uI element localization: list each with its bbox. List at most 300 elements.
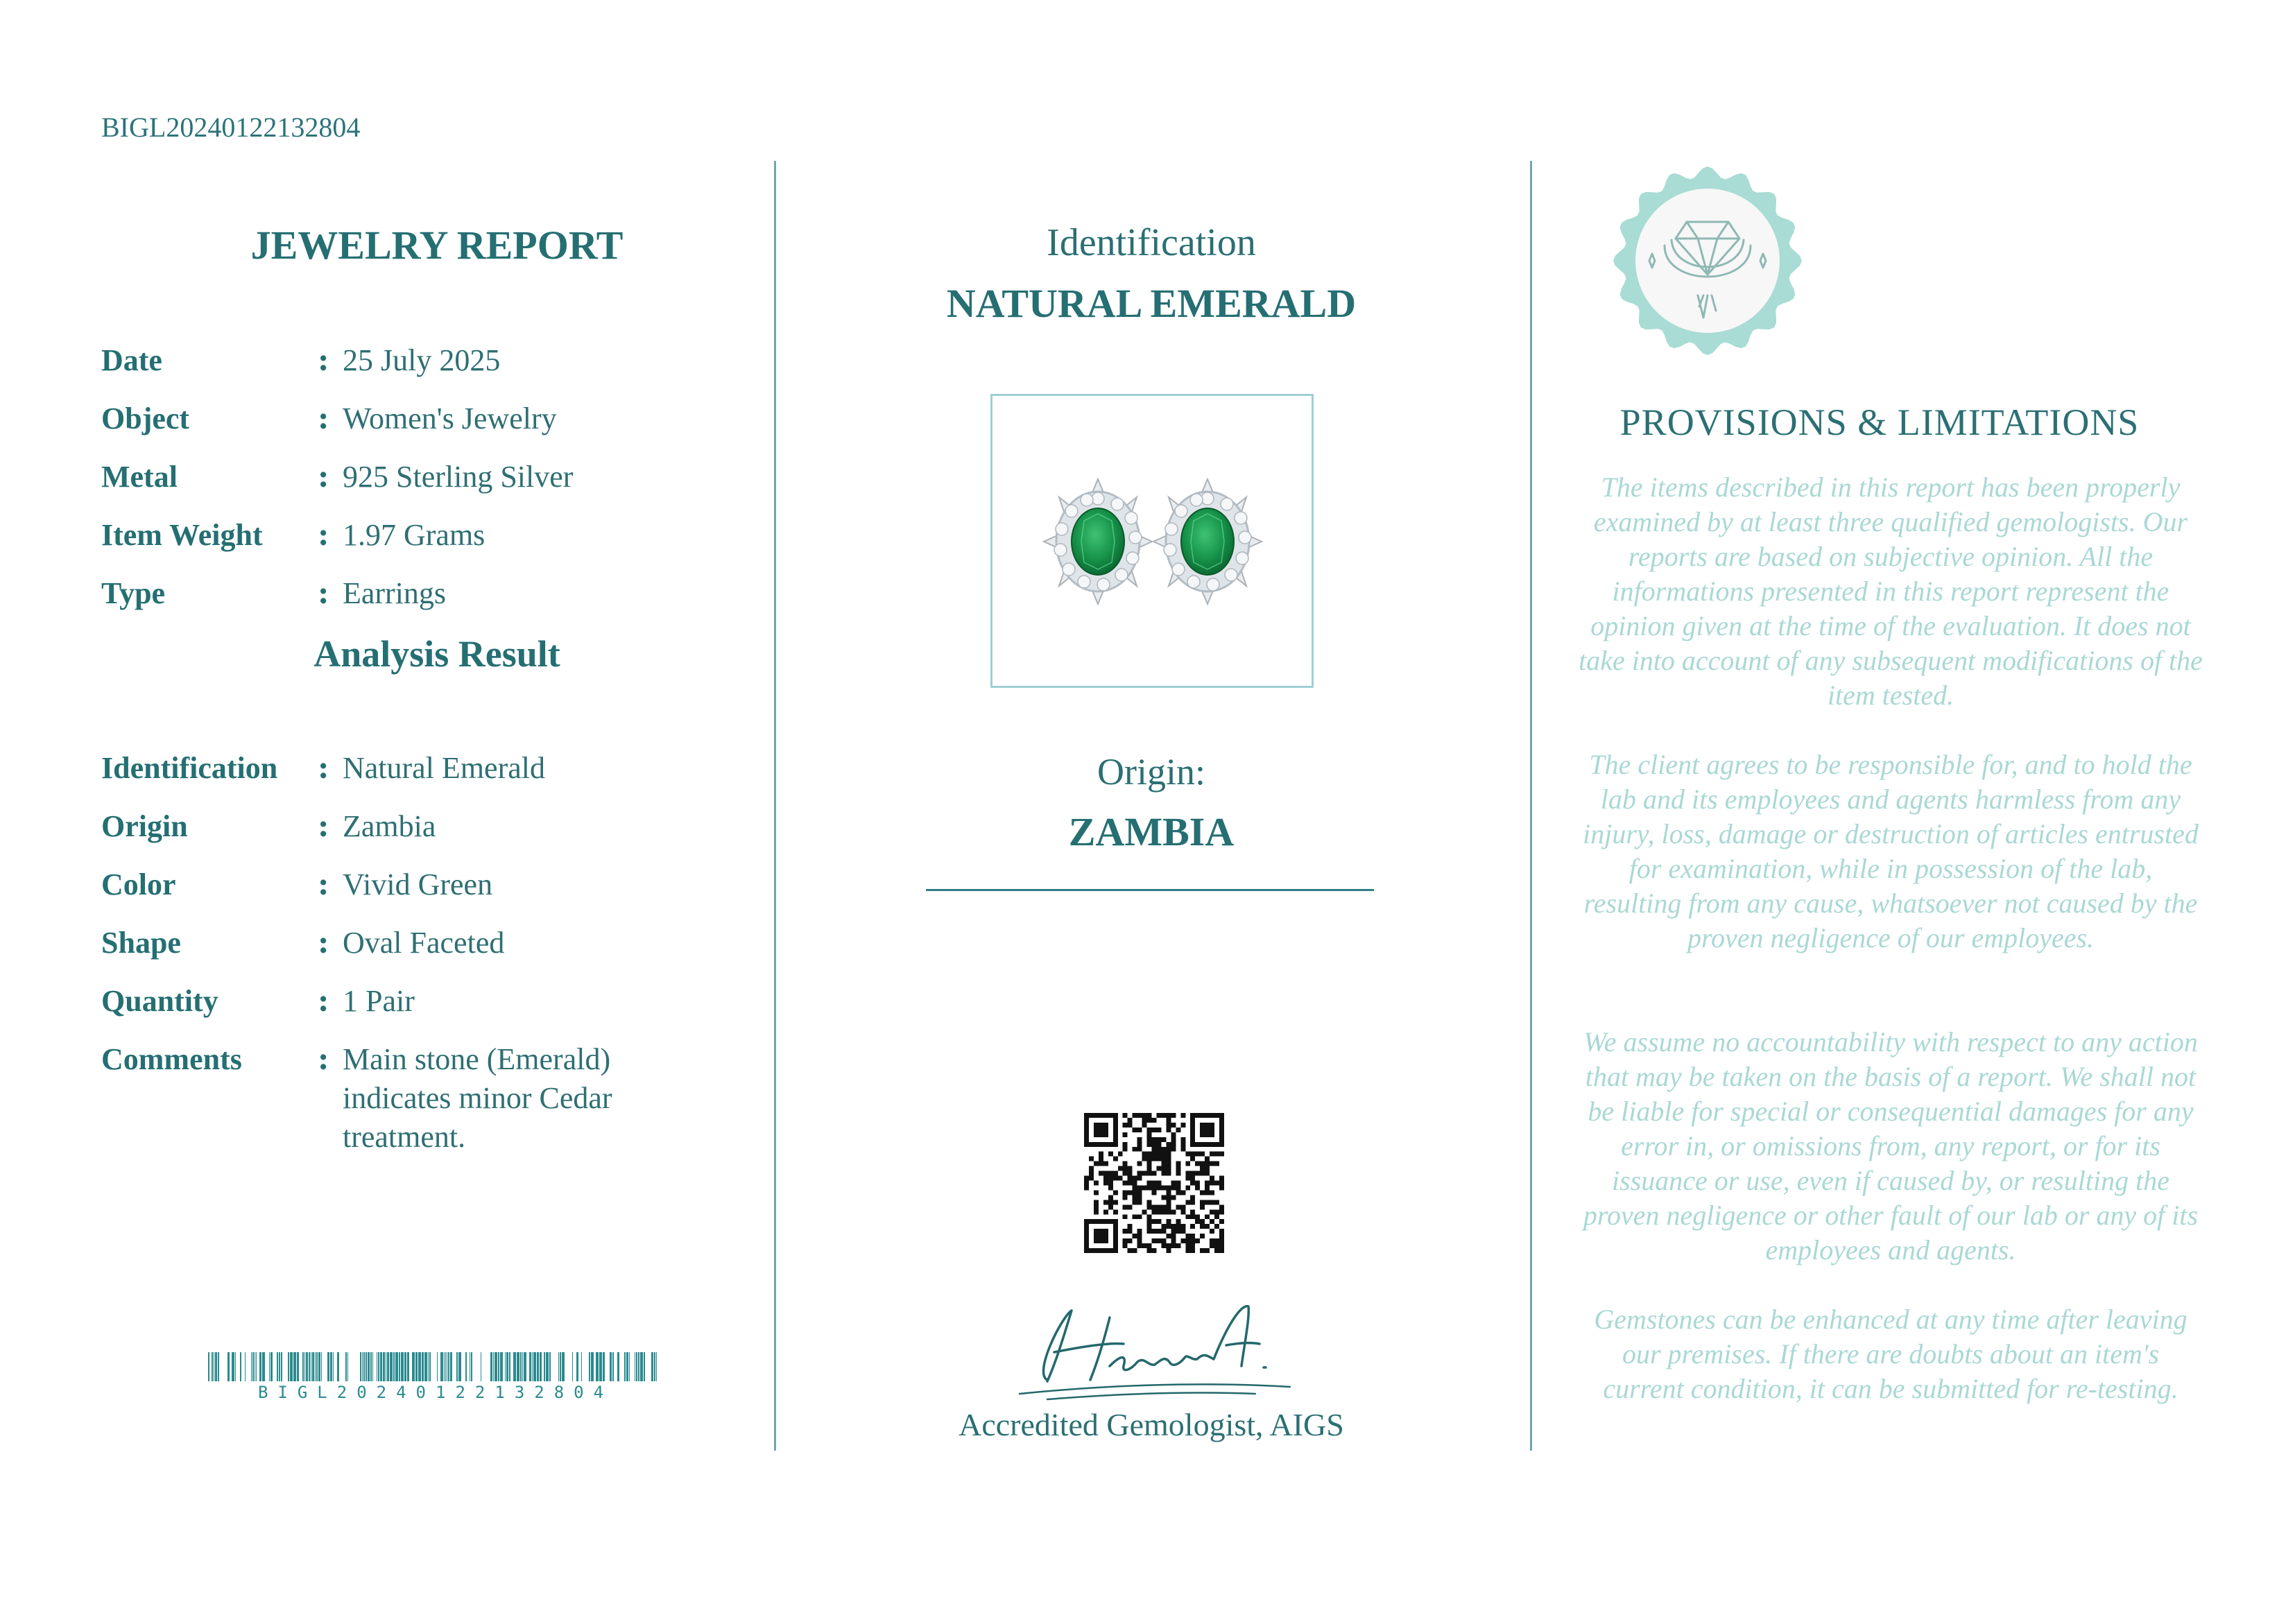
qr-module xyxy=(1219,1128,1224,1132)
qr-module xyxy=(1185,1214,1190,1219)
qr-module xyxy=(1108,1204,1113,1209)
barcode-bar xyxy=(532,1352,533,1381)
qr-module xyxy=(1123,1204,1128,1209)
barcode-bar xyxy=(437,1352,438,1381)
barcode-bar xyxy=(306,1352,308,1381)
signature xyxy=(1006,1290,1297,1401)
analysis-colon: : xyxy=(318,983,329,1019)
detail-label: Type xyxy=(101,576,166,610)
qr-module xyxy=(1089,1176,1094,1181)
qr-module xyxy=(1137,1113,1142,1118)
qr-module xyxy=(1214,1200,1219,1204)
qr-module xyxy=(1152,1190,1157,1195)
qr-module xyxy=(1133,1248,1137,1253)
qr-module xyxy=(1171,1137,1176,1142)
qr-module xyxy=(1099,1123,1103,1128)
report-number: BIGL20240122132804 xyxy=(101,112,361,143)
qr-module xyxy=(1089,1166,1094,1171)
qr-module xyxy=(1195,1113,1200,1118)
qr-module xyxy=(1190,1113,1195,1118)
qr-module xyxy=(1133,1200,1137,1204)
qr-module xyxy=(1113,1128,1118,1132)
barcode-bar xyxy=(293,1352,296,1381)
barcode-bar xyxy=(393,1352,395,1381)
qr-module xyxy=(1185,1200,1190,1204)
barcode-bar xyxy=(312,1352,314,1381)
barcode-bar xyxy=(390,1352,393,1381)
qr-module xyxy=(1185,1243,1190,1248)
analysis-colon: : xyxy=(318,750,329,786)
qr-module xyxy=(1190,1132,1195,1137)
analysis-label: Origin xyxy=(101,809,188,843)
qr-module xyxy=(1084,1181,1089,1186)
qr-module xyxy=(1190,1209,1195,1214)
qr-module xyxy=(1166,1219,1171,1224)
qr-module xyxy=(1137,1234,1142,1238)
qr-module xyxy=(1113,1229,1118,1234)
detail-value: 25 July 2025 xyxy=(343,343,501,377)
qr-module xyxy=(1171,1243,1176,1248)
qr-module xyxy=(1133,1190,1137,1195)
qr-module xyxy=(1214,1152,1219,1157)
qr-module xyxy=(1123,1171,1128,1176)
qr-module xyxy=(1176,1185,1180,1190)
qr-module xyxy=(1152,1248,1157,1253)
qr-module xyxy=(1147,1181,1152,1186)
qr-module xyxy=(1103,1219,1108,1224)
barcode-bar xyxy=(424,1352,427,1381)
qr-module xyxy=(1180,1229,1185,1234)
qr-module xyxy=(1128,1176,1133,1181)
qr-module xyxy=(1161,1224,1166,1229)
barcode-bar xyxy=(212,1352,213,1381)
qr-module xyxy=(1166,1152,1171,1157)
qr-module xyxy=(1108,1152,1113,1157)
identification-label: Identification xyxy=(1047,221,1256,264)
barcode-bar xyxy=(362,1352,363,1381)
qr-module xyxy=(1185,1171,1190,1176)
barcode-bar xyxy=(610,1352,612,1381)
barcode-bar xyxy=(366,1352,367,1381)
qr-module xyxy=(1180,1137,1185,1142)
qr-module xyxy=(1094,1161,1099,1166)
barcode-bar xyxy=(544,1352,545,1381)
qr-module xyxy=(1166,1209,1171,1214)
analysis-title: Analysis Result xyxy=(313,633,560,675)
qr-module xyxy=(1103,1238,1108,1243)
analysis-label: Shape xyxy=(101,926,181,960)
qr-module xyxy=(1205,1128,1210,1132)
qr-module xyxy=(1176,1229,1180,1234)
barcode-bar xyxy=(304,1352,305,1381)
qr-module xyxy=(1166,1118,1171,1123)
qr-module xyxy=(1161,1161,1166,1166)
qr-module xyxy=(1190,1243,1195,1248)
qr-module xyxy=(1094,1234,1099,1238)
analysis-label: Color xyxy=(101,867,176,901)
qr-module xyxy=(1147,1157,1152,1161)
qr-module xyxy=(1210,1238,1214,1243)
barcode-bar xyxy=(471,1352,472,1381)
qr-module xyxy=(1133,1176,1137,1181)
qr-module xyxy=(1133,1234,1137,1238)
qr-module xyxy=(1147,1224,1152,1229)
qr-module xyxy=(1118,1176,1123,1181)
qr-module xyxy=(1205,1214,1210,1219)
qr-module xyxy=(1214,1161,1219,1166)
qr-module xyxy=(1084,1137,1089,1142)
detail-value: Women's Jewelry xyxy=(343,401,557,435)
barcode-bar xyxy=(251,1352,252,1381)
qr-module xyxy=(1147,1113,1152,1118)
qr-module xyxy=(1185,1248,1190,1253)
barcode-bar xyxy=(370,1352,372,1381)
analysis-label: Identification xyxy=(101,751,278,785)
qr-module xyxy=(1219,1137,1224,1142)
barcode-bar xyxy=(401,1352,404,1381)
qr-module xyxy=(1176,1166,1180,1171)
qr-module xyxy=(1180,1113,1185,1118)
barcode-bar xyxy=(208,1352,209,1381)
qr-module xyxy=(1128,1181,1133,1186)
qr-module xyxy=(1099,1128,1103,1132)
qr-module xyxy=(1147,1200,1152,1204)
divider-rule xyxy=(926,889,1374,891)
qr-module xyxy=(1176,1224,1180,1229)
qr-module xyxy=(1099,1157,1103,1161)
qr-module xyxy=(1176,1171,1180,1176)
barcode-bar xyxy=(651,1352,653,1381)
qr-module xyxy=(1089,1219,1094,1224)
qr-module xyxy=(1166,1248,1171,1253)
qr-module xyxy=(1084,1128,1089,1132)
qr-module xyxy=(1195,1214,1200,1219)
qr-module xyxy=(1176,1161,1180,1166)
qr-module xyxy=(1128,1248,1133,1253)
qr-module xyxy=(1128,1123,1133,1128)
qr-module xyxy=(1123,1214,1128,1219)
qr-module xyxy=(1214,1181,1219,1186)
detail-value: 1.97 Grams xyxy=(343,518,485,552)
qr-module xyxy=(1103,1248,1108,1253)
detail-colon: : xyxy=(318,459,329,494)
analysis-label: Comments xyxy=(101,1042,242,1076)
barcode-bar xyxy=(596,1352,599,1381)
qr-module xyxy=(1113,1190,1118,1195)
qr-module xyxy=(1219,1118,1224,1123)
qr-module xyxy=(1176,1243,1180,1248)
qr-module xyxy=(1108,1113,1113,1118)
barcode-bar xyxy=(378,1352,379,1381)
qr-module xyxy=(1210,1161,1214,1166)
qr-module xyxy=(1128,1190,1133,1195)
barcode-bar xyxy=(327,1352,329,1381)
barcode-bar xyxy=(558,1352,559,1381)
qr-module xyxy=(1113,1132,1118,1137)
qr-module xyxy=(1133,1185,1137,1190)
qr-module xyxy=(1118,1152,1123,1157)
qr-module xyxy=(1205,1166,1210,1171)
barcode-bar xyxy=(560,1352,561,1381)
qr-module xyxy=(1094,1238,1099,1243)
qr-module xyxy=(1219,1219,1224,1224)
barcode-bar xyxy=(363,1352,365,1381)
qr-module xyxy=(1099,1171,1103,1176)
qr-module xyxy=(1190,1224,1195,1229)
qr-module xyxy=(1152,1238,1157,1243)
barcode-bar xyxy=(215,1352,217,1381)
barcode-bar xyxy=(517,1352,519,1381)
provisions-paragraph-2: The client agrees to be responsible for, and to hold the lab and its employees and agents harmless from any injury, loss, damage or destruction of articles entrusted for examination, while in possession of the lab, resulting from any cause, whatsoever not caused by the proven negligence of our employees. xyxy=(1583,749,2199,953)
qr-module xyxy=(1214,1113,1219,1118)
report-title: JEWELRY REPORT xyxy=(250,223,624,268)
barcode-bar xyxy=(315,1352,316,1381)
analysis-label: Quantity xyxy=(101,984,218,1018)
barcode-bar xyxy=(395,1352,398,1381)
qr-module xyxy=(1142,1171,1147,1176)
qr-module xyxy=(1219,1209,1224,1214)
qr-module xyxy=(1161,1229,1166,1234)
qr-module xyxy=(1128,1224,1133,1229)
qr-module xyxy=(1094,1204,1099,1209)
barcode-bar xyxy=(383,1352,385,1381)
qr-module xyxy=(1214,1248,1219,1253)
detail-value: 925 Sterling Silver xyxy=(343,460,574,494)
qr-module xyxy=(1210,1229,1214,1234)
earrings-image xyxy=(992,396,1312,686)
qr-module xyxy=(1200,1219,1205,1224)
qr-module xyxy=(1142,1123,1147,1128)
barcode-bar xyxy=(321,1352,322,1381)
qr-module xyxy=(1142,1243,1147,1248)
qr-module xyxy=(1171,1185,1176,1190)
qr-module xyxy=(1084,1219,1089,1224)
barcode-bar xyxy=(372,1352,373,1381)
qr-module xyxy=(1219,1152,1224,1157)
provisions-title: PROVISIONS & LIMITATIONS xyxy=(1619,401,2140,443)
qr-module xyxy=(1185,1176,1190,1181)
analysis-colon: : xyxy=(318,1042,329,1077)
qr-module xyxy=(1108,1185,1113,1190)
qr-module xyxy=(1166,1200,1171,1204)
qr-module xyxy=(1180,1224,1185,1229)
qr-module xyxy=(1161,1171,1166,1176)
qr-module xyxy=(1205,1200,1210,1204)
qr-module xyxy=(1210,1123,1214,1128)
qr-module xyxy=(1166,1161,1171,1166)
qr-code xyxy=(1084,1113,1224,1253)
qr-module xyxy=(1219,1204,1224,1209)
qr-module xyxy=(1152,1137,1157,1142)
qr-module xyxy=(1108,1248,1113,1253)
barcode-bar xyxy=(404,1352,406,1381)
qr-module xyxy=(1147,1128,1152,1132)
qr-module xyxy=(1094,1200,1099,1204)
barcode-bar xyxy=(309,1352,310,1381)
qr-module xyxy=(1137,1214,1142,1219)
qr-module xyxy=(1176,1204,1180,1209)
barcode-bar xyxy=(500,1352,503,1381)
qr-module xyxy=(1180,1209,1185,1214)
qr-module xyxy=(1190,1176,1195,1181)
barcode-bar xyxy=(316,1352,318,1381)
qr-module xyxy=(1123,1229,1128,1234)
qr-module xyxy=(1099,1248,1103,1253)
barcode-bar xyxy=(640,1352,643,1381)
qr-module xyxy=(1094,1132,1099,1137)
barcode-bar xyxy=(495,1352,497,1381)
qr-module xyxy=(1099,1161,1103,1166)
barcode-bar xyxy=(415,1352,418,1381)
qr-module xyxy=(1190,1248,1195,1253)
qr-module xyxy=(1195,1171,1200,1176)
qr-module xyxy=(1128,1118,1133,1123)
qr-module xyxy=(1108,1181,1113,1186)
barcode-bar xyxy=(581,1352,582,1381)
qr-module xyxy=(1156,1204,1161,1209)
qr-module xyxy=(1156,1229,1161,1234)
qr-module xyxy=(1147,1243,1152,1248)
barcode-bar xyxy=(330,1352,332,1381)
qr-module xyxy=(1180,1238,1185,1243)
qr-module xyxy=(1137,1161,1142,1166)
qr-module xyxy=(1205,1190,1210,1195)
qr-module xyxy=(1152,1209,1157,1214)
qr-module xyxy=(1185,1161,1190,1166)
qr-module xyxy=(1214,1209,1219,1214)
qr-module xyxy=(1128,1204,1133,1209)
qr-module xyxy=(1137,1147,1142,1152)
qr-module xyxy=(1219,1123,1224,1128)
qr-module xyxy=(1084,1224,1089,1229)
qr-module xyxy=(1142,1113,1147,1118)
qr-module xyxy=(1171,1238,1176,1243)
qr-module xyxy=(1137,1200,1142,1204)
qr-module xyxy=(1133,1195,1137,1200)
qr-module xyxy=(1219,1142,1224,1147)
qr-module xyxy=(1094,1128,1099,1132)
product-photo xyxy=(990,394,1314,688)
qr-module xyxy=(1180,1147,1185,1152)
qr-module xyxy=(1123,1190,1128,1195)
qr-module xyxy=(1205,1185,1210,1190)
qr-module xyxy=(1205,1161,1210,1166)
qr-module xyxy=(1108,1195,1113,1200)
barcode-bar xyxy=(360,1352,361,1381)
analysis-value: Main stone (Emerald) indicates minor Cedar treatment. xyxy=(343,1042,612,1154)
qr-module xyxy=(1219,1243,1224,1248)
qr-module xyxy=(1147,1229,1152,1234)
qr-module xyxy=(1113,1123,1118,1128)
barcode-bar xyxy=(644,1352,645,1381)
qr-module xyxy=(1113,1176,1118,1181)
barcode-bar xyxy=(270,1352,273,1381)
barcode-bar xyxy=(407,1352,409,1381)
qr-module xyxy=(1161,1166,1166,1171)
barcode-bar xyxy=(256,1352,257,1381)
qr-module xyxy=(1084,1142,1089,1147)
barcode-bar xyxy=(656,1352,657,1381)
qr-module xyxy=(1195,1152,1200,1157)
qr-module xyxy=(1147,1142,1152,1147)
barcode-bar xyxy=(490,1352,492,1381)
qr-module xyxy=(1200,1161,1205,1166)
qr-module xyxy=(1180,1142,1185,1147)
qr-module xyxy=(1166,1171,1171,1176)
barcode-bar xyxy=(318,1352,320,1381)
barcode-bar xyxy=(572,1352,573,1381)
qr-module xyxy=(1128,1229,1133,1234)
qr-module xyxy=(1147,1214,1152,1219)
qr-module xyxy=(1094,1190,1099,1195)
column-divider-right xyxy=(1530,161,1532,1451)
qr-module xyxy=(1171,1113,1176,1118)
qr-module xyxy=(1214,1224,1219,1229)
analysis-value: Zambia xyxy=(343,809,436,843)
barcode-bar xyxy=(540,1352,542,1381)
qr-module xyxy=(1094,1229,1099,1234)
barcode-bar xyxy=(506,1352,508,1381)
qr-module xyxy=(1113,1200,1118,1204)
qr-module xyxy=(1200,1166,1205,1171)
qr-module xyxy=(1113,1118,1118,1123)
qr-module xyxy=(1200,1142,1205,1147)
qr-module xyxy=(1214,1243,1219,1248)
barcode-bar xyxy=(440,1352,443,1381)
barcode-bar xyxy=(232,1352,234,1381)
qr-module xyxy=(1161,1204,1166,1209)
qr-module xyxy=(1103,1132,1108,1137)
qr-module xyxy=(1210,1142,1214,1147)
qr-module xyxy=(1185,1185,1190,1190)
barcode-bar xyxy=(412,1352,415,1381)
qr-module xyxy=(1156,1166,1161,1171)
detail-value: Earrings xyxy=(343,576,447,610)
qr-module xyxy=(1108,1219,1113,1224)
qr-module xyxy=(1219,1185,1224,1190)
barcode-bar xyxy=(279,1352,280,1381)
qr-module xyxy=(1094,1113,1099,1118)
qr-module xyxy=(1113,1248,1118,1253)
qr-module xyxy=(1190,1171,1195,1176)
qr-module xyxy=(1152,1118,1157,1123)
barcode-bar xyxy=(240,1352,241,1381)
qr-module xyxy=(1113,1224,1118,1229)
qr-module xyxy=(1205,1123,1210,1128)
qr-module xyxy=(1219,1248,1224,1253)
qr-module xyxy=(1142,1185,1147,1190)
barcode-bar xyxy=(290,1352,293,1381)
barcode-bar xyxy=(288,1352,289,1381)
qr-module xyxy=(1089,1113,1094,1118)
qr-module xyxy=(1219,1229,1224,1234)
qr-module xyxy=(1137,1128,1142,1132)
qr-module xyxy=(1171,1123,1176,1128)
qr-module xyxy=(1190,1137,1195,1142)
qr-module xyxy=(1190,1200,1195,1204)
qr-module xyxy=(1147,1185,1152,1190)
qr-module xyxy=(1108,1171,1113,1176)
barcode-bar xyxy=(368,1352,370,1381)
qr-module xyxy=(1123,1147,1128,1152)
barcode-bar xyxy=(524,1352,526,1381)
qr-module xyxy=(1089,1171,1094,1176)
qr-module xyxy=(1200,1152,1205,1157)
analysis-colon: : xyxy=(318,809,329,844)
barcode-bar xyxy=(522,1352,523,1381)
qr-module xyxy=(1185,1238,1190,1243)
qr-module xyxy=(1171,1234,1176,1238)
